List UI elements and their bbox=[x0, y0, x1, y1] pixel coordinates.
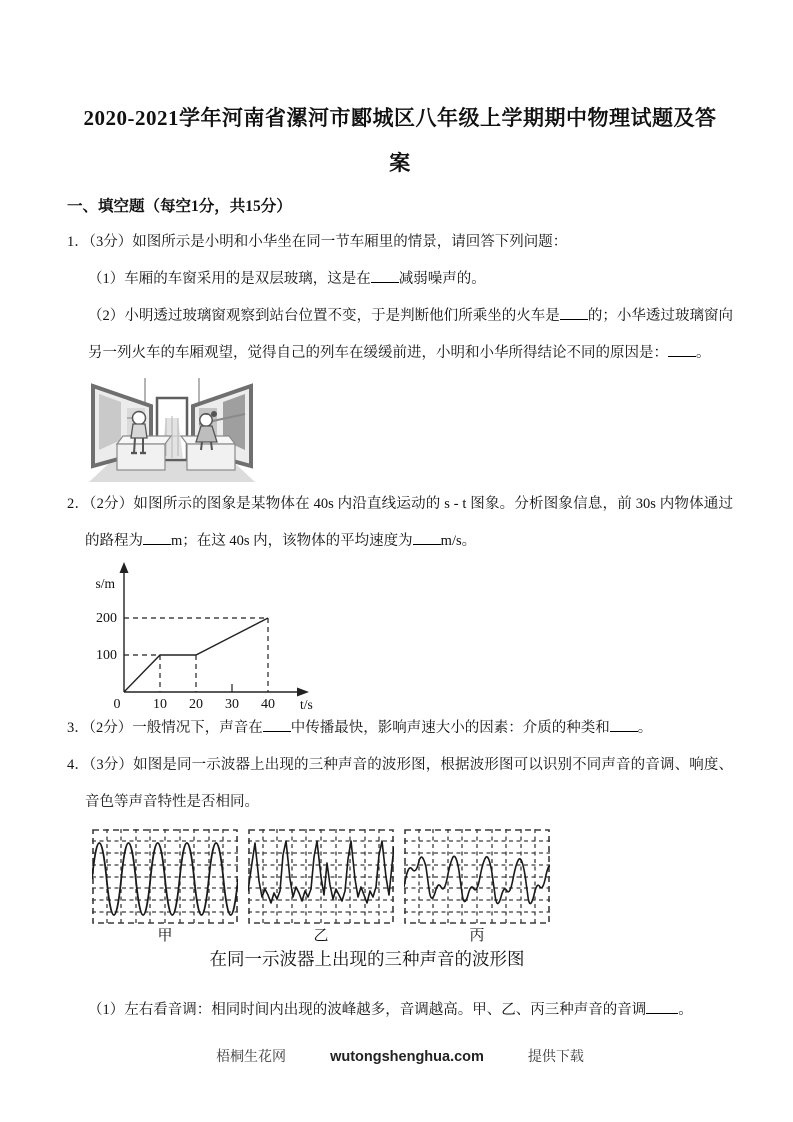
q3-text-end: 。 bbox=[637, 720, 653, 736]
question-3 bbox=[67, 710, 733, 747]
train-cabin-figure bbox=[87, 374, 257, 484]
q2-text-mid: m；在这 40s 内，该物体的平均速度为 bbox=[171, 533, 413, 549]
question-4-sub1 bbox=[88, 992, 733, 1029]
x-tick-20: 20 bbox=[189, 697, 203, 710]
q1-sub2-text-pre: （2）小明透过玻璃窗观察到站台位置不变，于是判断他们所乘坐的火车是 bbox=[88, 308, 560, 324]
distance-time-graph bbox=[79, 560, 316, 710]
complex-waveform-trace bbox=[248, 841, 394, 903]
y-tick-100: 100 bbox=[96, 648, 117, 663]
panel-label-bing: 丙 bbox=[469, 928, 485, 944]
x-tick-0: 0 bbox=[113, 697, 121, 710]
waveform-figure bbox=[92, 829, 562, 972]
q2-text-pre: 2．（2分）如图所示的图象是某物体在 40s 内沿直线运动的 s - t 图象。分析图象信息，前 30s 内物体通过的路程为 bbox=[67, 496, 733, 549]
fill-blank-underline bbox=[560, 306, 588, 321]
y-tick-200: 200 bbox=[96, 611, 117, 626]
fill-blank-underline bbox=[610, 718, 638, 733]
q3-text-pre: 3．（2分）一般情况下，声音在 bbox=[67, 720, 263, 736]
fill-blank-underline bbox=[143, 531, 171, 546]
waveform-panel-bing bbox=[404, 829, 550, 924]
section-one-heading: 一、填空题（每空1分，共15分） bbox=[67, 198, 292, 215]
complex-waveform-trace bbox=[404, 856, 550, 903]
distance-time-graph-figure bbox=[79, 560, 316, 710]
q1-sub1-text-pre: （1）车厢的车窗采用的是双层玻璃，这是在 bbox=[88, 271, 371, 287]
y-axis-label: s/m bbox=[95, 576, 115, 591]
x-axis-label: t/s bbox=[300, 697, 313, 710]
fill-blank-underline bbox=[668, 343, 696, 358]
document-title: 2020-2021学年河南省漯河市郾城区八年级上学期期中物理试题及答案 bbox=[83, 106, 717, 175]
panel-label-yi: 乙 bbox=[313, 928, 329, 944]
fill-blank-underline bbox=[646, 1000, 678, 1015]
x-tick-10: 10 bbox=[153, 697, 167, 710]
question-1-sub2 bbox=[88, 298, 733, 372]
x-axis-arrow bbox=[297, 688, 309, 697]
fill-blank-underline bbox=[263, 718, 291, 733]
q3-text-mid: 中传播最快，影响声速大小的因素：介质的种类和 bbox=[290, 720, 610, 736]
q1-sub2-text-mid: 的；小华透过玻璃窗向另一列火车的车厢观望，觉得自己的列车在缓缓前进，小明和小华所得结论不同的原因是： bbox=[88, 308, 734, 361]
question-2 bbox=[67, 486, 733, 560]
q4-sub1-text-pre: （1）左右看音调：相同时间内出现的波峰越多，音调越高。甲、乙、丙三种声音的音调 bbox=[88, 1002, 647, 1018]
train-cabin-illustration bbox=[87, 374, 257, 484]
q4-sub1-text-end: 。 bbox=[678, 1002, 693, 1018]
q2-text-end: m/s。 bbox=[440, 533, 477, 549]
footer-site-url: wutongshenghua.com bbox=[330, 1049, 484, 1065]
question-4-stem: 4．（3分）如图是同一示波器上出现的三种声音的波形图，根据波形图可以识别不同声音的音调、响度、音色等声音特性是否相同。 bbox=[67, 757, 733, 810]
q1-sub1-text-post: 减弱噪声的。 bbox=[398, 271, 486, 287]
page-footer bbox=[67, 1046, 733, 1066]
waveform-panel-yi bbox=[248, 829, 394, 924]
fill-blank-underline bbox=[413, 531, 441, 546]
fill-blank-underline bbox=[371, 269, 399, 284]
footer-download-text: 提供下载 bbox=[527, 1050, 584, 1065]
waveform-panels bbox=[92, 829, 562, 924]
footer-site-name: 梧桐生花网 bbox=[216, 1050, 287, 1065]
waveform-caption: 在同一示波器上出现的三种声音的波形图 bbox=[209, 949, 525, 969]
x-tick-30: 30 bbox=[225, 697, 239, 710]
oscilloscope-grid bbox=[404, 829, 550, 924]
waveform-panel-labels bbox=[92, 926, 562, 946]
waveform-panel-jia bbox=[92, 829, 238, 924]
y-axis-arrow bbox=[120, 562, 129, 573]
x-tick-40: 40 bbox=[261, 697, 275, 710]
panel-label-jia: 甲 bbox=[157, 928, 173, 944]
question-1-sub1 bbox=[88, 261, 733, 298]
q1-sub2-text-end: 。 bbox=[696, 345, 711, 361]
question-1-stem: 1．（3分）如图所示是小明和小华坐在同一节车厢里的情景，请回答下列问题： bbox=[67, 234, 568, 250]
